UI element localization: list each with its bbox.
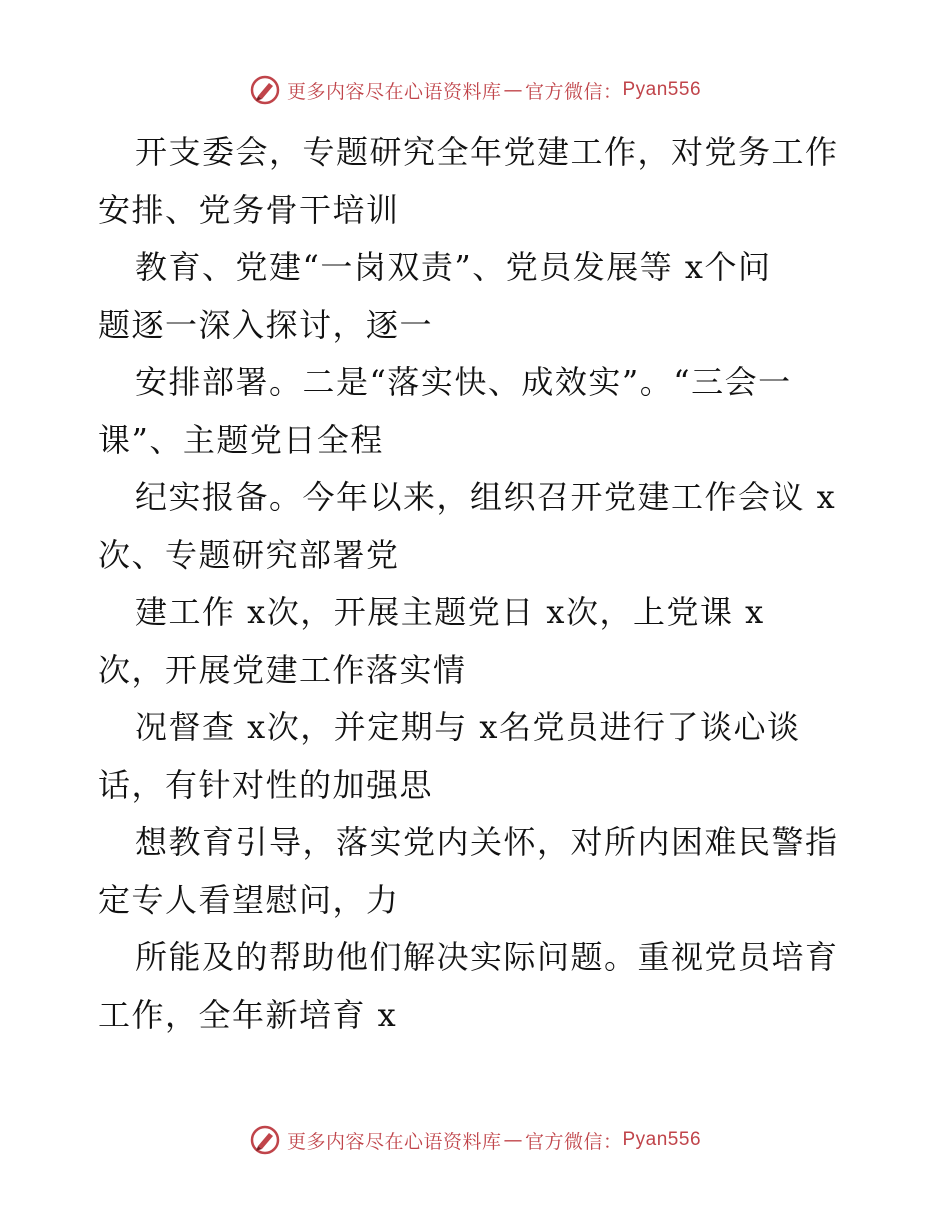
text-line: 所能及的帮助他们解决实际问题。重视党员培育 (135, 938, 839, 976)
watermark-wechat-id: Pyan556 (622, 1129, 702, 1150)
header-watermark (0, 70, 950, 110)
watermark-text: 更多内容尽在心语资料库 (286, 1130, 502, 1153)
text-line: 课”、主题党日全程 (98, 420, 384, 459)
footer-watermark (0, 1120, 950, 1160)
watermark-separator: — (503, 79, 523, 101)
text-line: 况督查 x次，并定期与 x名党员进行了谈心谈 (135, 708, 801, 746)
text-line: 定专人看望慰问，力 (98, 880, 400, 919)
pen-logo-icon (249, 1124, 281, 1156)
document-body (98, 124, 858, 1044)
text-line: 话，有针对性的加强思 (98, 765, 434, 804)
watermark-separator: — (503, 1129, 523, 1151)
text-line: 想教育引导，落实党内关怀，对所内困难民警指 (135, 823, 839, 861)
text-line: 次，开展党建工作落实情 (98, 650, 467, 689)
watermark-wechat-label: 官方微信： (524, 1130, 623, 1153)
text-line: 教育、党建“一岗双责”、党员发展等 x个问 (135, 248, 772, 286)
watermark-wechat-label: 官方微信： (524, 80, 623, 103)
text-line: 纪实报备。今年以来，组织召开党建工作会议 x (135, 478, 837, 516)
text-line: 建工作 x次，开展主题党日 x次，上党课 x (135, 593, 765, 631)
watermark-text: 更多内容尽在心语资料库 (286, 80, 502, 103)
pen-logo-icon (249, 74, 281, 106)
text-line: 题逐一深入探讨，逐一 (98, 305, 434, 344)
text-line: 安排、党务骨干培训 (98, 190, 400, 229)
watermark-wechat-id: Pyan556 (622, 79, 702, 100)
text-line: 次、专题研究部署党 (98, 535, 400, 574)
text-line: 开支委会，专题研究全年党建工作，对党务工作 (135, 133, 839, 171)
text-line: 工作，全年新培育 x (98, 995, 398, 1034)
text-line: 安排部署。二是“落实快、成效实”。“三会一 (135, 363, 792, 401)
